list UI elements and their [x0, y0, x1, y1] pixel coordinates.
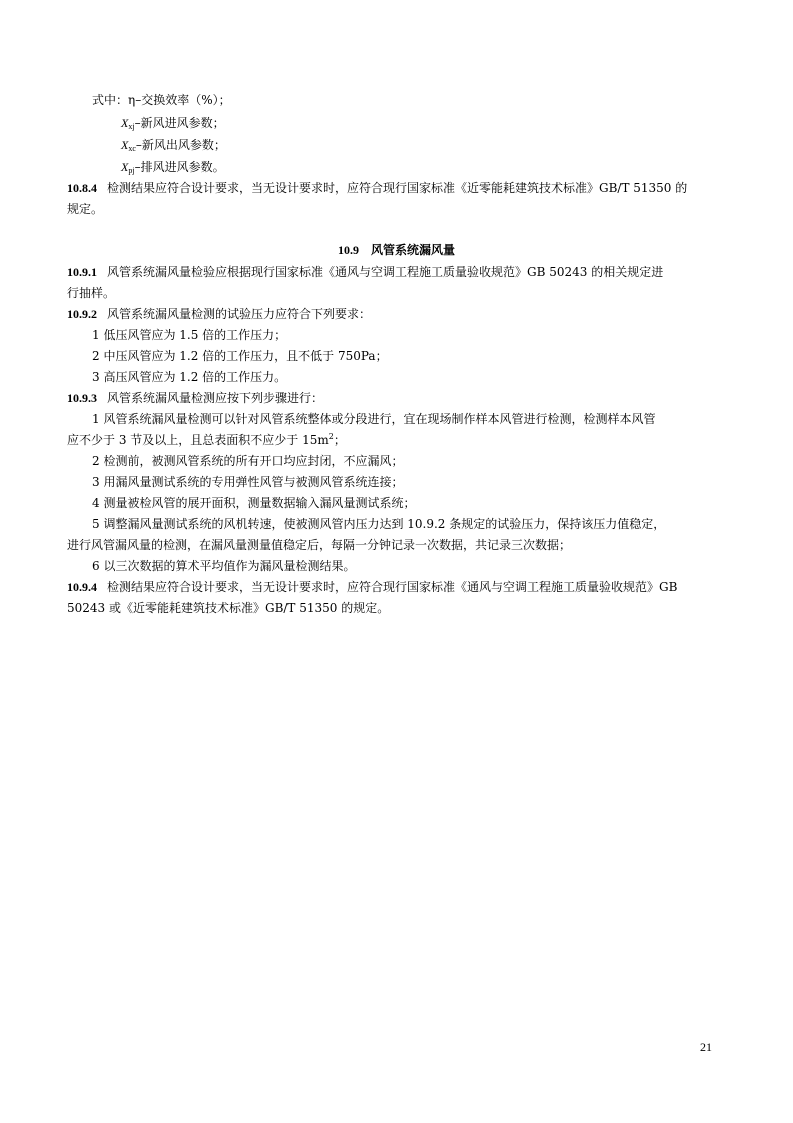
var-subscript: pj: [128, 166, 135, 175]
list-item: 2 中压风管应为 1.2 倍的工作压力，且不低于 750Pa；: [92, 349, 388, 363]
clause-number: 10.9.4: [67, 580, 97, 594]
list-item-cont: [67, 430, 727, 450]
list-item: 1 低压风管应为 1.5 倍的工作压力；: [92, 328, 287, 342]
section-heading: [0, 240, 793, 260]
list-item: 3 用漏风量测试系统的专用弹性风管与被测风管系统连接；: [92, 475, 404, 489]
clause-10-9-4: [67, 577, 727, 597]
clause-10-9-1-cont: 行抽样。: [67, 286, 116, 300]
var-subscript: xc: [128, 144, 136, 153]
var-symbol: X: [121, 116, 129, 130]
clause-text: 检测结果应符合设计要求，当无设计要求时，应符合现行国家标准《近零能耗建筑技术标准》GB/T 51350 的: [107, 181, 688, 195]
formula-intro: 式中：η–交换效率（%）；: [92, 93, 231, 107]
clause-number: 10.8.4: [67, 181, 97, 195]
list-item: 2 检测前，被测风管系统的所有开口均应封闭，不应漏风；: [92, 454, 404, 468]
list-item: 3 高压风管应为 1.2 倍的工作压力。: [92, 370, 287, 384]
var-description: –排风进风参数。: [134, 160, 225, 174]
clause-text: 风管系统漏风量检测应按下列步骤进行：: [107, 391, 324, 405]
clause-10-8-4-cont: 规定。: [67, 202, 104, 216]
clause-text: 风管系统漏风量检测的试验压力应符合下列要求：: [107, 307, 372, 321]
page-number: 21: [700, 1040, 712, 1054]
list-item-text: 应不少于 3 节及以上，且总表面积不应少于 15m: [67, 433, 329, 447]
section-number: 10.9: [337, 243, 359, 257]
list-item-cont: 进行风管漏风量的检测，在漏风量测量值稳定后，每隔一分钟记录一次数据，共记录三次数据；: [67, 538, 572, 552]
clause-text: 风管系统漏风量检验应根据现行国家标准《通风与空调工程施工质量验收规范》GB 50243 的相关规定进: [107, 265, 664, 279]
var-description: –新风出风参数；: [135, 138, 226, 152]
list-item-end: ；: [333, 433, 346, 447]
list-item: 5 调整漏风量测试系统的风机转速，使被测风管内压力达到 10.9.2 条规定的试验压力，保持该压力值稳定，: [92, 517, 666, 531]
superscript: 2: [328, 432, 334, 441]
clause-number: 10.9.2: [67, 307, 97, 321]
clause-10-9-4-cont: 50243 或《近零能耗建筑技术标准》GB/T 51350 的规定。: [67, 601, 390, 615]
var-symbol: X: [121, 138, 129, 152]
var-description: –新风进风参数；: [134, 116, 225, 130]
var-subscript: xj: [128, 122, 135, 131]
clause-10-8-4: [67, 178, 727, 198]
list-item: 4 测量被检风管的展开面积，测量数据输入漏风量测试系统；: [92, 496, 416, 510]
clause-10-9-3: [67, 388, 727, 408]
formula-var-xj: [121, 113, 721, 133]
clause-text: 检测结果应符合设计要求，当无设计要求时，应符合现行国家标准《通风与空调工程施工质量验收规范》GB: [107, 580, 678, 594]
clause-number: 10.9.3: [67, 391, 97, 405]
section-title: 风管系统漏风量: [370, 243, 455, 257]
clause-10-9-2: [67, 304, 727, 324]
clause-10-9-1: [67, 262, 727, 282]
list-item: 6 以三次数据的算术平均值作为漏风量检测结果。: [92, 559, 356, 573]
list-item: 1 风管系统漏风量检测可以针对风管系统整体或分段进行，宜在现场制作样本风管进行检测，检测样本风管: [92, 412, 656, 426]
clause-number: 10.9.1: [67, 265, 97, 279]
formula-var-pj: [121, 157, 721, 177]
formula-var-xc: [121, 135, 721, 155]
var-symbol: X: [121, 160, 129, 174]
